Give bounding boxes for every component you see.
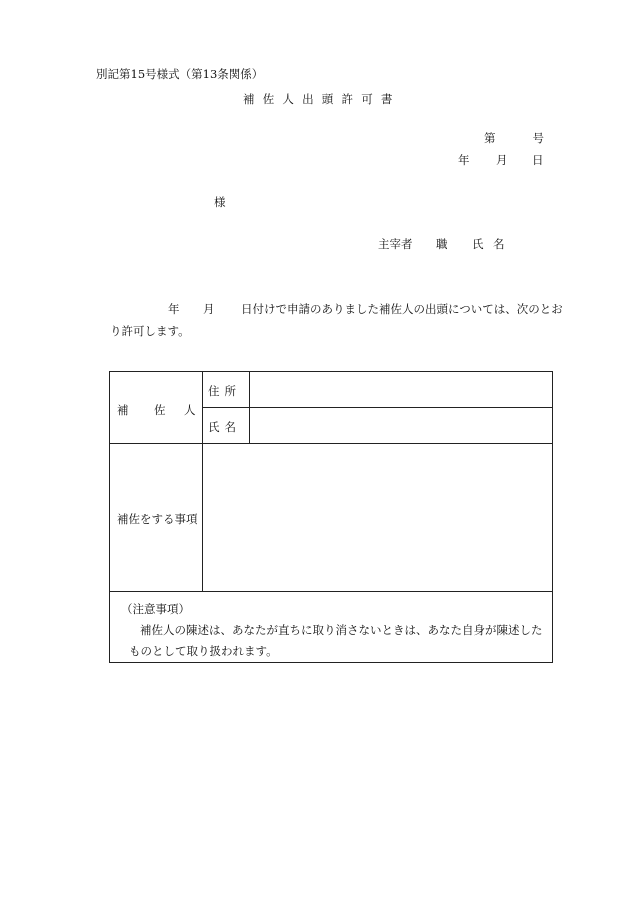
table-divider [202, 372, 203, 591]
issuer-line [378, 236, 505, 252]
issuer-role: 主宰者 [378, 237, 413, 251]
statement-line2: り許可します。 [110, 324, 190, 338]
statement-year-label: 年 [168, 302, 180, 316]
permission-statement [110, 298, 570, 342]
issuer-position-label: 職 [436, 237, 448, 251]
table-divider [110, 443, 552, 444]
notes-line-2: ものとして取り扱われます。 [129, 644, 278, 658]
notes-heading: （注意事項） [121, 602, 190, 616]
label-address: 住所 [208, 384, 241, 398]
label-full-name: 氏名 [208, 420, 241, 434]
notes-line-1: 補佐人の陳述は、あなたが直ちに取り消さないときは、あなた自身が陳述した [140, 623, 543, 637]
table-divider [202, 407, 552, 408]
statement-month-label: 月 [203, 302, 215, 316]
issue-date [458, 152, 544, 168]
date-year-label: 年 [458, 153, 470, 167]
label-assistant-char: 補 [117, 403, 129, 417]
form-number: 別記第15号様式（第13条関係） [96, 67, 264, 81]
statement-line1: 日付けで申請のありました補佐人の出頭については、次のとお [241, 302, 563, 316]
document-number-dai: 第 [484, 131, 496, 145]
label-assisted-matters: 補佐をする事項 [117, 512, 198, 526]
notes-section [121, 599, 551, 662]
issuer-surname-label: 氏 [472, 237, 484, 251]
label-assistant-char: 佐 [154, 403, 166, 417]
document-number-go: 号 [532, 131, 544, 145]
date-month-label: 月 [496, 153, 508, 167]
issuer-name-label: 名 [493, 237, 505, 251]
assistant-details-table [109, 371, 553, 663]
label-assistant-char: 人 [184, 403, 196, 417]
document-number [484, 130, 544, 146]
label-assistant [117, 402, 196, 418]
date-day-label: 日 [532, 153, 544, 167]
table-divider [110, 591, 552, 592]
page-title: 補佐人出頭許可書 [243, 92, 401, 106]
addressee-honorific: 様 [214, 195, 226, 209]
